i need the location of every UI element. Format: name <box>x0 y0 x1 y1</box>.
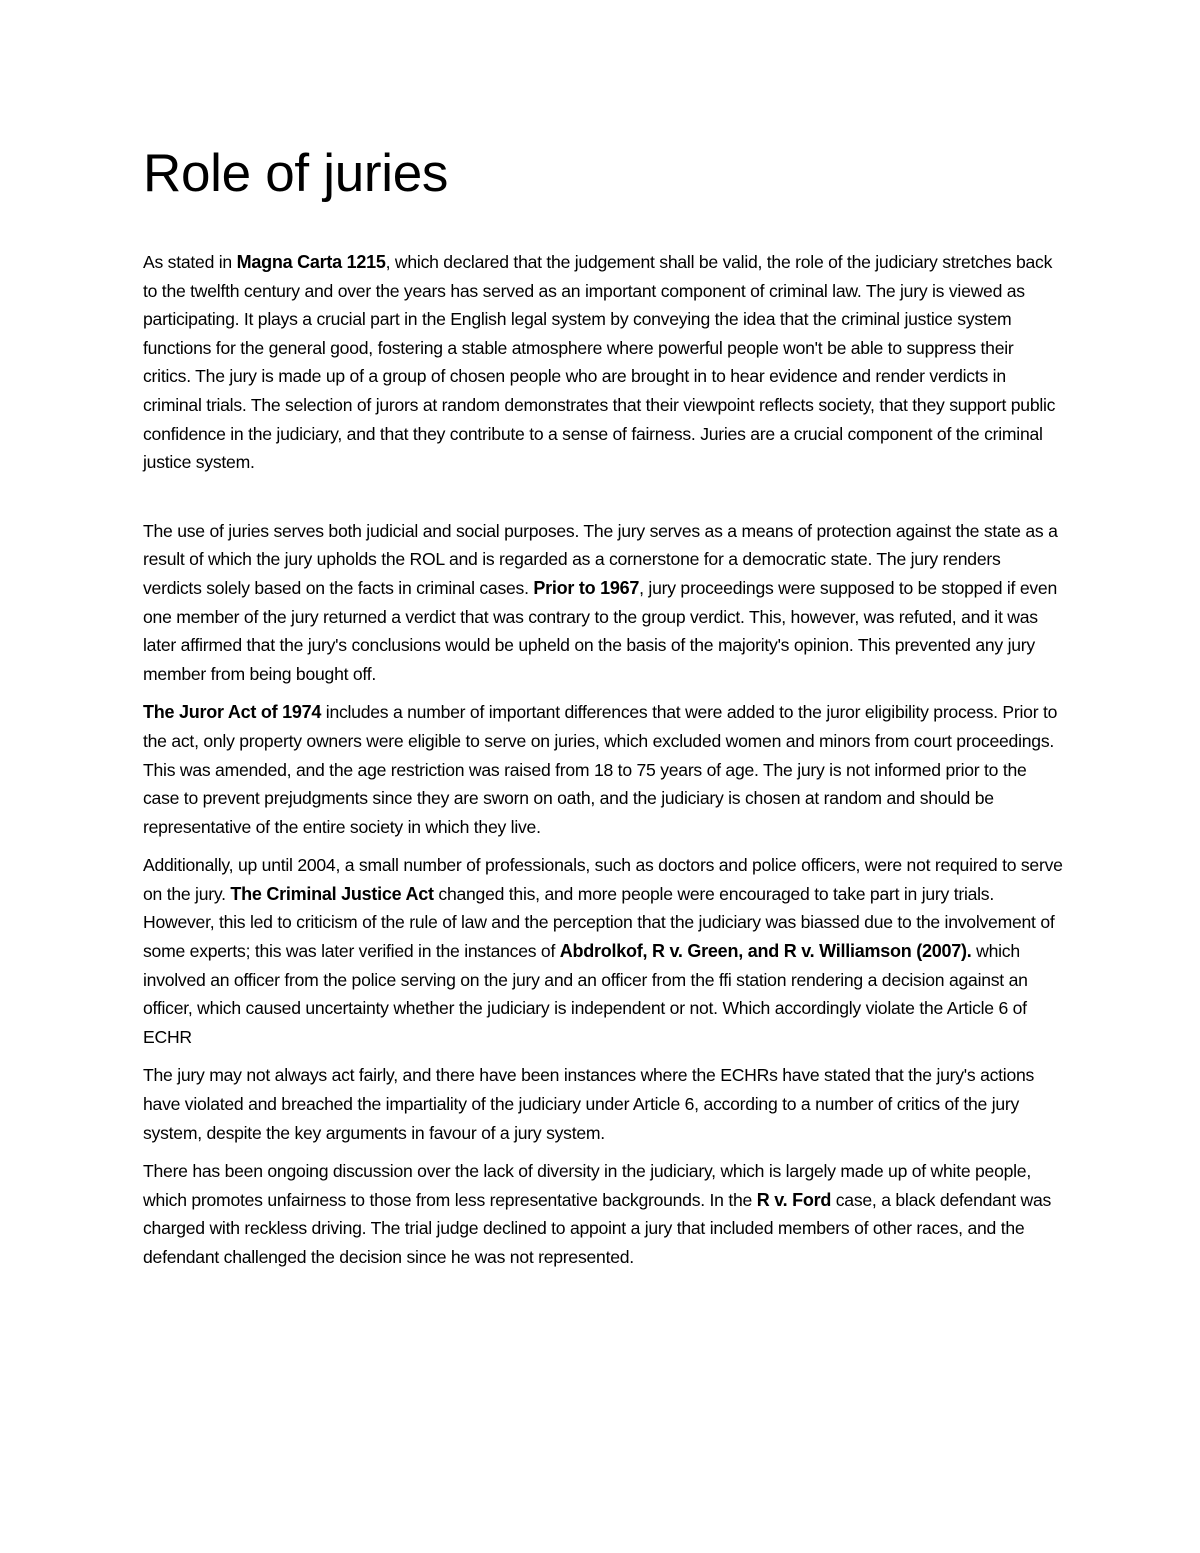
paragraph-criminal-justice-act <box>143 851 1063 1051</box>
paragraph-diversity <box>143 1157 1063 1271</box>
paragraph-text: , which declared that the judgement shall be valid, the role of the judiciary stretches back to the twelfth century and over the years has served as an important component of criminal law. The jury is viewed as participating. It plays a crucial part in the English legal system by conveying the idea that the criminal justice system functions for the general good, fostering a stable atmosphere where powerful people won't be able to suppress their critics. The jury is made up of a group of chosen people who are brought in to hear evidence and render verdicts in criminal trials. The selection of jurors at random demonstrates that their viewpoint reflects society, that they support public confidence in the judiciary, and that they contribute to a sense of fairness. Juries are a crucial component of the criminal justice system. <box>143 252 1056 473</box>
paragraph-text: , jury proceedings were supposed to be stopped if even one member of the jury returned a verdict that was contrary to the group verdict. This, however, was refuted, and it was later affirmed that the jury's conclusions would be upheld on the basis of the majority's opinion. This prevented any jury member from being bought off. <box>143 577 1057 684</box>
bold-reference-prior-1967: Prior to 1967 <box>533 577 640 598</box>
paragraph-text: The jury may not always act fairly, and there have been instances where the ECHRs have stated that the jury's actions have violated and breached the impartiality of the judiciary under Article 6, according to a number of critics of the jury system, despite the key arguments in favour of a jury system. <box>143 1065 1035 1143</box>
bold-reference-criminal-justice-act: The Criminal Justice Act <box>230 883 434 904</box>
bold-reference-juror-act: The Juror Act of 1974 <box>143 702 322 723</box>
paragraph-magna-carta <box>143 248 1063 477</box>
bold-reference-r-v-ford: R v. Ford <box>756 1189 832 1210</box>
paragraph-juror-act <box>143 698 1063 841</box>
document-body <box>143 138 1063 1282</box>
paragraph-juries-purposes <box>143 517 1063 689</box>
document-title: Role of juries <box>143 144 449 203</box>
paragraph-text: case, a black defendant was charged with reckless driving. The trial judge declined to appoint a jury that included members of other races, and the defendant challenged the decision since he was not represented. <box>143 1189 1052 1267</box>
paragraph-text: which involved an officer from the police serving on the jury and an officer from the ffi station rendering a decision against an officer, which caused uncertainty whether the judiciary is independent or not. Which accordingly violate the Article 6 of ECHR <box>143 941 1028 1047</box>
paragraph-text: changed this, and more people were encouraged to take part in jury trials. However, this led to criticism of the rule of law and the perception that the judiciary was biassed due to the involvement of some experts; this was later verified in the instances of <box>143 883 1055 962</box>
paragraph-fairness <box>143 1061 1063 1147</box>
bold-reference-magna-carta: Magna Carta 1215 <box>236 252 386 272</box>
paragraph-text: Additionally, up until 2004, a small number of professionals, such as doctors and police officers, were not required to serve on the jury. <box>143 855 1063 904</box>
paragraph-text: The use of juries serves both judicial and social purposes. The jury serves as a means of protection against the state as a result of which the jury upholds the ROL and is regarded as a cornerstone for a democratic state. The jury renders verdicts solely based on the facts in criminal cases. <box>143 520 1058 598</box>
paragraph-text: There has been ongoing discussion over the lack of diversity in the judiciary, which is largely made up of white people, which promotes unfairness to those from less representative backgrounds. In the <box>143 1161 1031 1210</box>
paragraph-text: As stated in <box>143 252 237 272</box>
paragraph-text: includes a number of important differences that were added to the juror eligibility process. Prior to the act, only property owners were eligible to serve on juries, which excluded women and minors from court proceedings. This was amended, and the age restriction was raised from 18 to 75 years of age. The jury is not informed prior to the case to prevent prejudgments since they are sworn on oath, and the judiciary is chosen at random and should be representative of the entire society in which they live. <box>143 702 1058 837</box>
bold-reference-cases: Abdrolkof, R v. Green, and R v. Williamson (2007). <box>559 941 972 962</box>
